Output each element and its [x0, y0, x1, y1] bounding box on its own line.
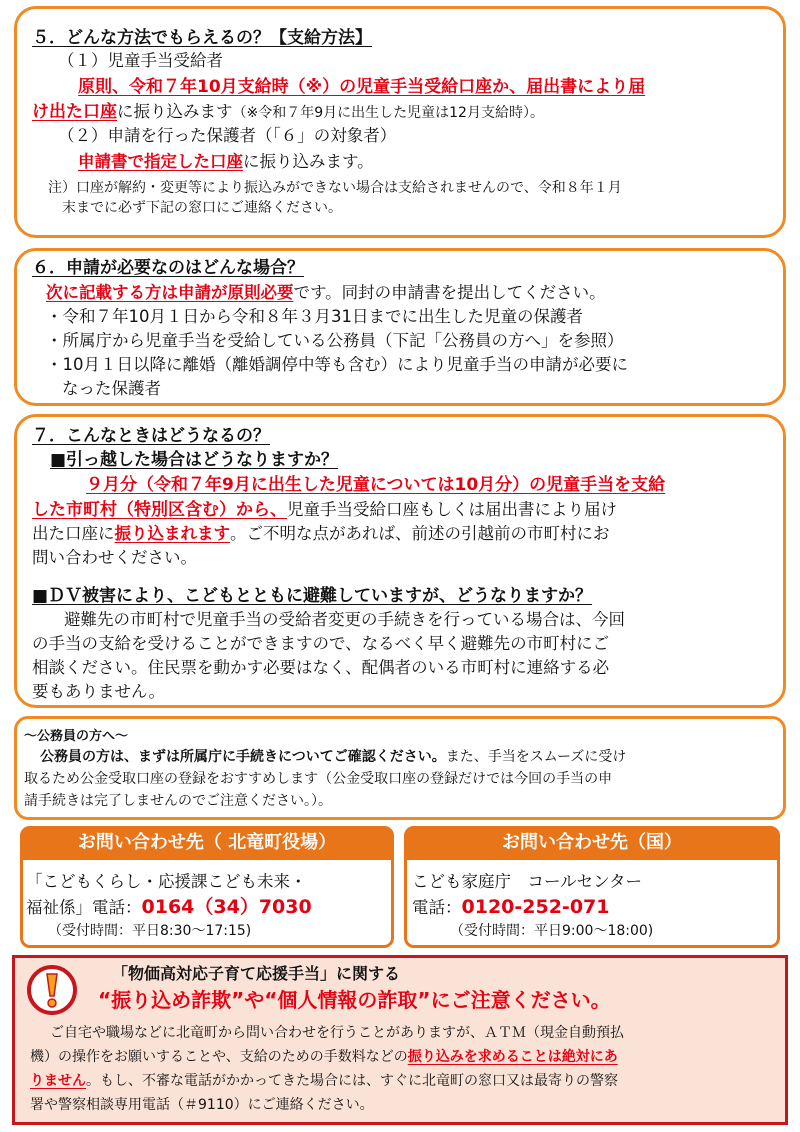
- sec5-item2-label: （２）申請を行った保護者（「６」の対象者）: [58, 126, 397, 145]
- sec7-q1-line-d: 問い合わせください。: [32, 548, 197, 567]
- sec7-q1-red-a: ９月分（令和７年9月に出生した児童については10月分）の児童手当を支給: [86, 475, 666, 495]
- warning-line2-pre: 機）の操作をお願いすることや、支給のための手数料などの: [30, 1049, 408, 1065]
- sec6-bullet: なった保護者: [62, 379, 161, 398]
- sec7-q2-line: 要もありません。: [32, 682, 165, 701]
- section-7-heading: ７．こんなときはどうなるの？: [32, 426, 270, 446]
- civil-line1: [40, 750, 626, 764]
- sec5-item1-tail: に振り込みます: [117, 102, 233, 121]
- civil-line1-bold: 公務員の方は、まずは所属庁に手続きについてご確認ください。: [40, 749, 446, 765]
- contact-national-phone[interactable]: 0120-252-071: [461, 896, 610, 918]
- civil-line2: 取るため公金受取口座の登録をおすすめします（公金受取口座の登録だけでは今回の手当の申: [24, 771, 613, 787]
- contact-national-line2: [412, 898, 609, 917]
- warning-line1: ご自宅や職場などに北竜町から問い合わせを行うことがありますが、ＡＴＭ（現金自動預払: [50, 1025, 624, 1041]
- warning-title: 「物価高対応子育て応援手当」に関する: [112, 964, 401, 983]
- warning-line2-red: 振り込みを求めることは絶対にあ: [407, 1049, 618, 1065]
- section-5-heading: ５．どんな方法でもらえるの？【支給方法】: [32, 28, 372, 48]
- sec6-bullet: ・10月１日以降に離婚（離婚調停中等も含む）により児童手当の申請が必要に: [46, 355, 628, 374]
- warning-line3-red: りません: [30, 1073, 86, 1089]
- contact-town-line2: [26, 898, 312, 917]
- contact-national-hours: （受付時間：平日9:00～18:00): [450, 923, 654, 939]
- sec5-item2-red: 申請書で指定した口座: [78, 152, 243, 171]
- sec5-note-a: 注）口座が解約・変更等により振込みができない場合は支給されませんので、令和８年１月: [48, 180, 622, 196]
- contact-national-title: お問い合わせ先（国）: [404, 826, 780, 860]
- sec5-item1-red-b: け出た口座: [32, 102, 117, 122]
- sec5-item1-red-a: 原則、令和７年10月支給時（※）の児童手当受給口座か、届出書により届: [78, 77, 646, 97]
- sec7-q1-tail-b: 児童手当受給口座もしくは届出書により届け: [287, 500, 617, 519]
- sec7-q1-line-c: [32, 526, 610, 543]
- sec7-q1-line-b: [32, 502, 617, 519]
- sec5-note-b: 末までに必ず下記の窓口にご連絡ください。: [62, 200, 342, 216]
- civil-heading: ～公務員の方へ～: [24, 729, 129, 744]
- sec7-q2-line: 避難先の市町村で児童手当の受給者変更の手続きを行っている場合は、今回: [64, 610, 625, 629]
- sec7-q2-line: 相談ください。住民票を動かす必要はなく、配偶者のいる市町村に連絡する必: [32, 658, 610, 677]
- sec5-item1-note: （※令和７年9月に出生した児童は12月支給時）。: [232, 105, 544, 121]
- contact-town-title: お問い合わせ先（ 北竜町役場）: [20, 826, 394, 860]
- sec5-item2-tail: に振り込みます。: [243, 152, 374, 171]
- sec5-item1-line2: [32, 104, 544, 121]
- contact-town-line1: 「こどもくらし・応援課こども未来・: [26, 872, 307, 891]
- warning-line4: 署や警察相談専用電話（＃9110）にご連絡ください。: [30, 1097, 374, 1113]
- civil-line3: 請手続きは完了しませんのでご注意ください。）。: [24, 793, 332, 809]
- sec6-lead-red: 次に記載する方は申請が原則必要: [46, 283, 294, 302]
- sec6-lead-tail: です。同封の申請書を提出してください。: [293, 283, 606, 302]
- sec5-item1-label: （１）児童手当受給者: [58, 51, 223, 70]
- sec7-q1: ■引っ越した場合はどうなりますか？: [50, 450, 339, 470]
- sec7-q2: ■ＤＶ被害により、こどもとともに避難していますが、どうなりますか？: [32, 586, 593, 606]
- warning-line3-tail: 。もし、不審な電話がかかってきた場合には、すぐに北竜町の窓口又は最寄りの警察: [86, 1073, 618, 1089]
- sec6-lead: [46, 285, 606, 302]
- sec5-item2-line: [78, 154, 374, 171]
- warning-line2: [30, 1050, 618, 1064]
- sec7-q1-red-b: した市町村（特別区含む）から、: [32, 500, 287, 520]
- contact-national-line1: こども家庭庁 コールセンター: [412, 872, 643, 891]
- exclamation-icon: [26, 964, 78, 1016]
- sec7-q1-c-pre: 出た口座に: [32, 524, 115, 543]
- warning-headline: “振り込め詐欺”や“個人情報の詐取”にご注意ください。: [98, 988, 611, 1012]
- section-6-heading: ６．申請が必要なのはどんな場合？: [32, 258, 304, 278]
- contact-town-hours: （受付時間：平日8:30～17:15): [48, 923, 252, 939]
- sec6-bullet: ・所属庁から児童手当を受給している公務員（下記「公務員の方へ」を参照）: [46, 331, 624, 350]
- contact-town-phone[interactable]: 0164（34）7030: [141, 896, 312, 918]
- sec7-q1-c-tail: 。ご不明な点があれば、前述の引越前の市町村にお: [230, 524, 610, 543]
- contact-town-line2-pre: 福祉係」電話：: [26, 898, 142, 917]
- sec6-bullet: ・令和７年10月１日から令和８年３月31日までに出生した児童の保護者: [46, 307, 583, 326]
- warning-line3: [30, 1074, 618, 1088]
- civil-line1-tail: また、手当をスムーズに受け: [445, 749, 627, 765]
- sec7-q1-c-red: 振り込まれます: [114, 524, 230, 543]
- sec7-q2-line: の手当の支給を受けることができますので、なるべく早く避難先の市町村にご: [32, 634, 610, 653]
- contact-national-line2-pre: 電話：: [412, 898, 462, 917]
